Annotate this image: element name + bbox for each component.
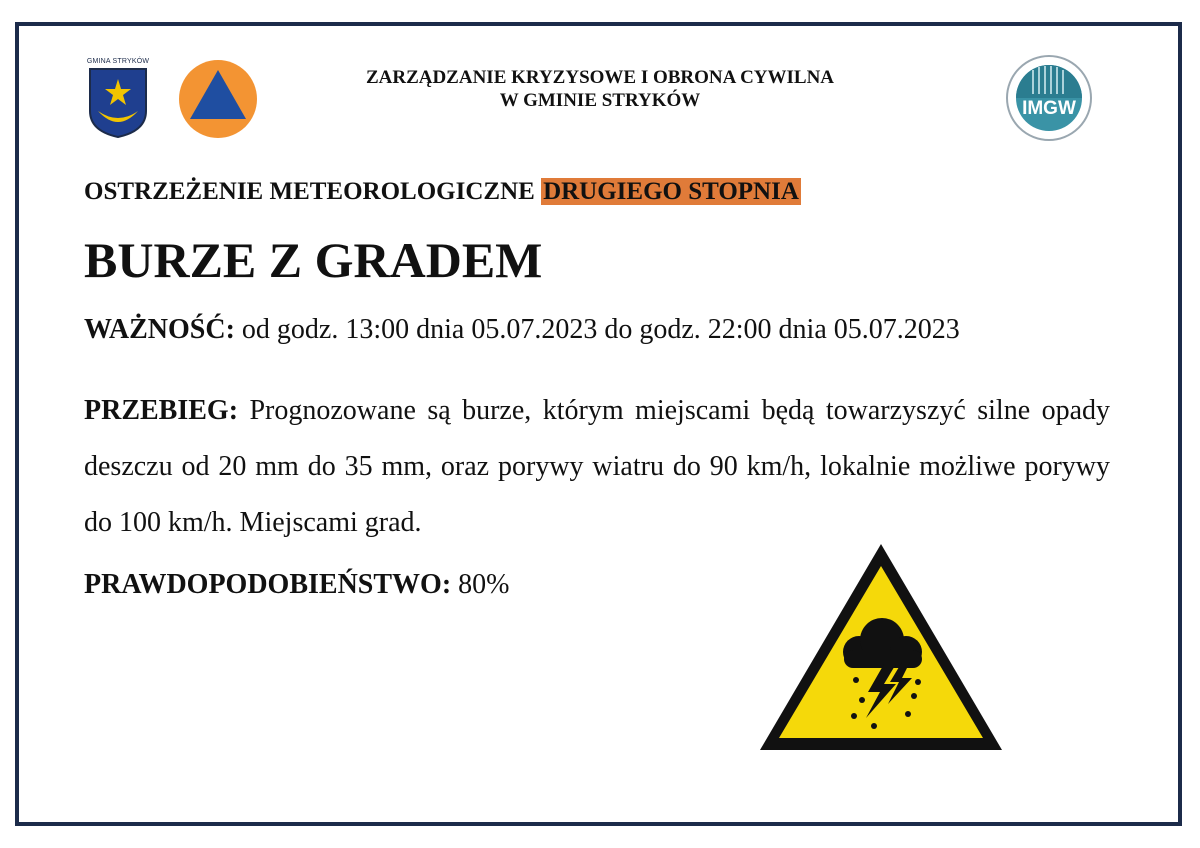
course-text: Prognozowane są burze, którym miejscami będą towarzyszyć silne opady deszczu od 20 mm do 35 mm, oraz porywy wiatru do 90 km/h, lokalnie możliwe porywy do 100 km/h. Miejscami grad. xyxy=(84,395,1111,538)
municipality-label: GMINA STRYKÓW xyxy=(86,58,150,65)
thunderstorm-hail-warning-icon xyxy=(756,540,1006,754)
municipality-logo xyxy=(86,58,150,140)
validity-label: WAŻNOŚĆ: xyxy=(84,314,235,345)
warning-heading-prefix: OSTRZEŻENIE METEOROLOGICZNE xyxy=(84,178,535,205)
header-title-line1: ZARZĄDZANIE KRYZYSOWE I OBRONA CYWILNA xyxy=(365,67,835,88)
imgw-logo-icon xyxy=(1005,54,1093,142)
course-paragraph xyxy=(84,383,1110,551)
validity-text: od godz. 13:00 dnia 05.07.2023 do godz. 22:00 dnia 05.07.2023 xyxy=(241,314,960,345)
header-title-line2: W GMINIE STRYKÓW xyxy=(499,90,701,111)
probability-value: 80% xyxy=(458,569,510,600)
warning-heading xyxy=(84,176,801,208)
probability-label: PRAWDOPODOBIEŃSTWO: xyxy=(84,569,452,600)
header-title xyxy=(270,66,930,112)
warning-degree-badge: DRUGIEGO STOPNIA xyxy=(543,178,799,205)
course-label: PRZEBIEG: xyxy=(84,395,239,426)
probability-row xyxy=(84,566,509,604)
imgw-logo-text: IMGW xyxy=(1022,98,1076,119)
validity-row xyxy=(84,311,960,349)
coat-of-arms-icon xyxy=(88,67,148,139)
civil-defence-icon xyxy=(178,59,258,139)
warning-title: BURZE Z GRADEM xyxy=(84,232,543,288)
